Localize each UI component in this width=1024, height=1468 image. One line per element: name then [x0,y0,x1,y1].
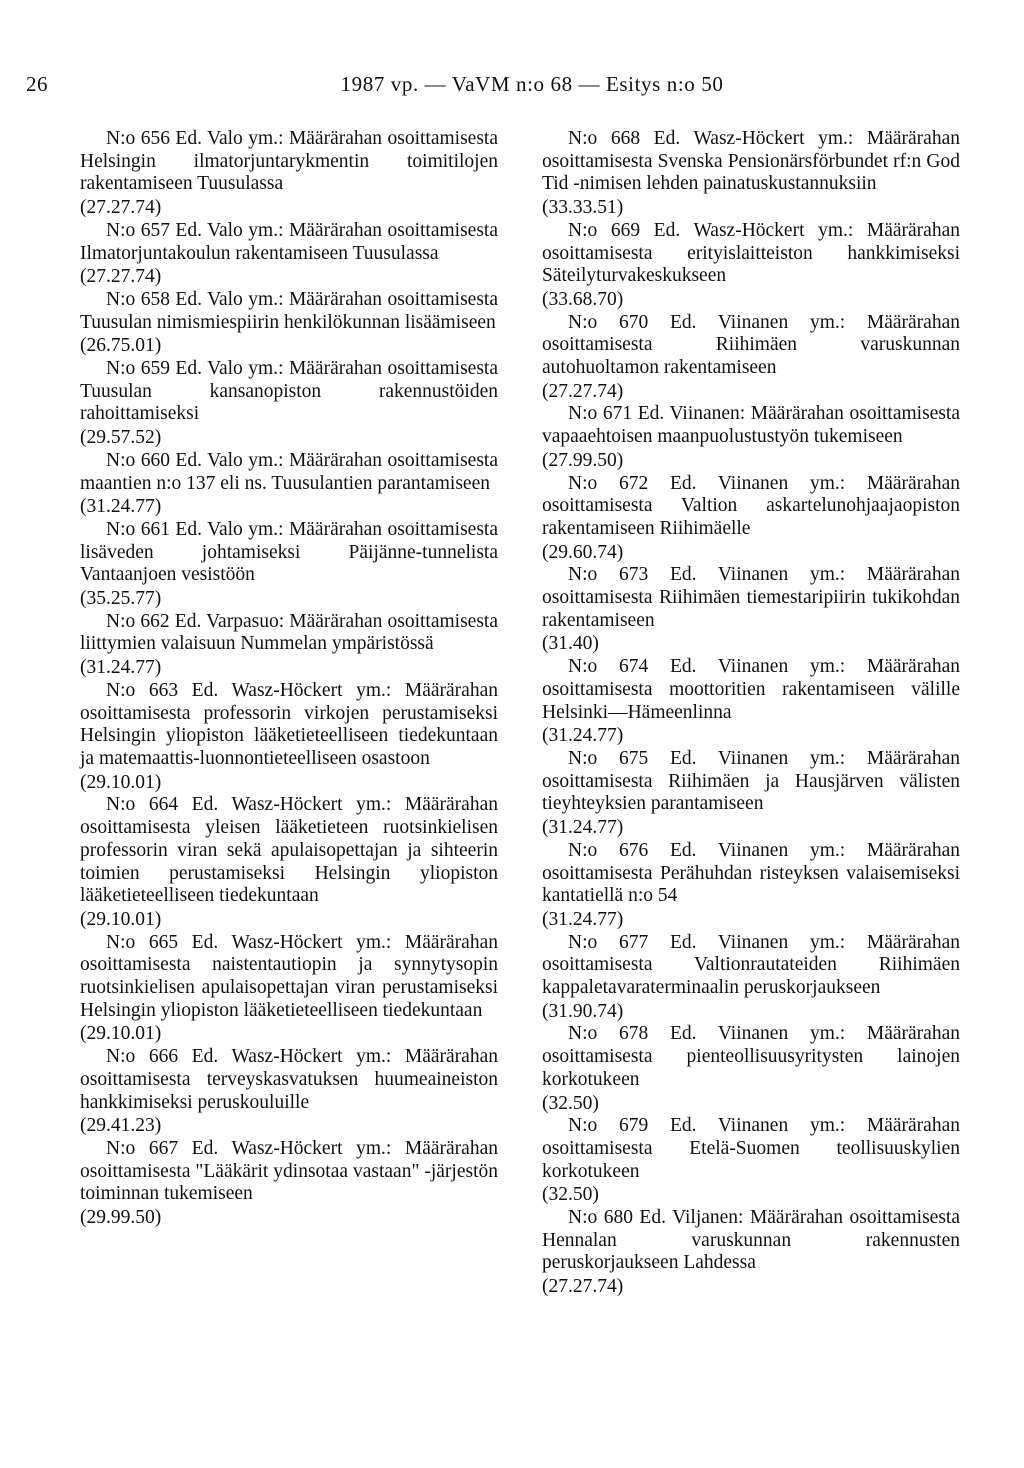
motion-entry [542,932,960,1024]
motion-text: N:o 670 Ed. Viinanen ym.: Määrärahan osoittamisesta Riihimäen varuskunnan autohuoltamon rakentamiseen [542,311,960,379]
motion-text: N:o 660 Ed. Valo ym.: Määrärahan osoittamisesta maantien n:o 137 eli ns. Tuusulantien parantamiseen [80,449,498,494]
budget-reference: (29.10.01) [80,1023,162,1045]
budget-reference: (35.25.77) [80,588,162,610]
motion-text: N:o 662 Ed. Varpasuo: Määrärahan osoittamisesta liittymien valaisuun Nummelan ympäristössä [80,610,498,655]
budget-reference: (32.50) [542,1184,599,1206]
motion-text: N:o 659 Ed. Valo ym.: Määrärahan osoittamisesta Tuusulan kansanopiston rakennustöiden rahoittamiseksi [80,358,498,425]
budget-reference: (31.24.77) [542,725,624,747]
budget-reference: (29.10.01) [80,908,162,930]
budget-reference: (31.24.77) [80,657,162,679]
motion-text: N:o 656 Ed. Valo ym.: Määrärahan osoittamisesta Helsingin ilmatorjuntarykmentin toimitilojen rakentamiseen Tuusulassa [80,128,498,195]
motion-entry [542,403,960,472]
motion-entry [542,748,960,840]
motion-entry [80,519,498,611]
budget-reference: (33.33.51) [542,197,624,219]
motion-text: N:o 665 Ed. Wasz-Höckert ym.: Määrärahan osoittamisesta naistentautiopin ja synnytysopin ruotsinkielisen apulaisopettajan viran perustamiseksi Helsingin yliopiston lääketieteelliseen tiedekuntaan [80,931,498,1021]
running-head: 1987 vp. — VaVM n:o 68 — Esitys n:o 50 [340,72,724,96]
budget-reference: (29.41.23) [80,1115,162,1137]
right-column [542,128,960,1299]
motion-entry [80,358,498,450]
motion-entry [542,1207,960,1299]
motion-entry [542,564,960,656]
budget-reference: (27.27.74) [542,380,624,402]
budget-reference: (32.50) [542,1092,599,1114]
motion-text: N:o 669 Ed. Wasz-Höckert ym.: Määrärahan osoittamisesta erityislaitteiston hankkimiseksi Säteilyturvakeskukseen [542,219,960,287]
motion-text: N:o 680 Ed. Viljanen: Määrärahan osoittamisesta Hennalan varuskunnan rakennusten peruskorjaukseen Lahdessa [542,1207,960,1274]
motion-entry [80,932,498,1047]
motion-text: N:o 667 Ed. Wasz-Höckert ym.: Määrärahan osoittamisesta "Lääkärit ydinsotaa vastaan" -järjestön toiminnan tukemiseen [80,1137,498,1205]
motion-entry [542,128,960,220]
motion-text: N:o 674 Ed. Viinanen ym.: Määrärahan osoittamisesta moottoritien rakentamiseen välille Helsinki—Hämeenlinna [542,656,960,723]
page-number: 26 [26,72,48,96]
budget-reference: (26.75.01) [80,335,162,357]
motion-entry [542,1023,960,1115]
motion-text: N:o 675 Ed. Viinanen ym.: Määrärahan osoittamisesta Riihimäen ja Hausjärven välisten tieyhteyksien parantamiseen [542,747,960,815]
motion-entry [542,1115,960,1207]
motion-text: N:o 677 Ed. Viinanen ym.: Määrärahan osoittamisesta Valtionrautateiden Riihimäen kappaletavaraterminaalin peruskorjaukseen [542,931,960,999]
motion-text: N:o 668 Ed. Wasz-Höckert ym.: Määrärahan osoittamisesta Svenska Pensionärsförbundet rf:n God Tid -nimisen lehden painatuskustannuksiin [542,128,960,195]
motion-text: N:o 664 Ed. Wasz-Höckert ym.: Määrärahan osoittamisesta yleisen lääketieteen ruotsinkielisen professorin viran sekä apulaisopettajan ja sihteerin toimien perustamiseksi Helsingin yliopiston lääketieteelliseen tiedekuntaan [80,794,498,907]
motion-text: N:o 658 Ed. Valo ym.: Määrärahan osoittamisesta Tuusulan nimismiespiirin henkilökunnan lisäämiseen [80,288,498,333]
budget-reference: (27.99.50) [542,449,624,471]
motion-entry [80,128,498,220]
motion-text: N:o 663 Ed. Wasz-Höckert ym.: Määrärahan osoittamisesta professorin virkojen perustamiseksi Helsingin yliopiston lääketieteelliseen tiedekuntaan ja matemaattis-luonnontieteelliseen osastoon [80,679,498,769]
budget-reference: (31.24.77) [542,817,624,839]
left-column [80,128,498,1230]
motion-text: N:o 671 Ed. Viinanen: Määrärahan osoittamisesta vapaaehtoisen maanpuolustustyön tukemiseen [542,403,960,448]
motion-entry [80,1046,498,1138]
motion-text: N:o 676 Ed. Viinanen ym.: Määrärahan osoittamisesta Perähuhdan risteyksen valaisemiseksi kantatiellä n:o 54 [542,839,960,907]
budget-reference: (29.99.50) [80,1207,162,1229]
motion-entry [80,794,498,931]
motion-entry [542,473,960,565]
motion-text: N:o 666 Ed. Wasz-Höckert ym.: Määrärahan osoittamisesta terveyskasvatuksen huumeaineiston hankkimiseksi peruskouluille [80,1046,498,1113]
budget-reference: (29.60.74) [542,541,624,563]
motion-entry [542,656,960,748]
motion-entry [80,450,498,519]
budget-reference: (27.27.74) [542,1276,624,1298]
budget-reference: (29.10.01) [80,771,162,793]
budget-reference: (31.40) [542,633,599,655]
budget-reference: (29.57.52) [80,427,162,449]
budget-reference: (27.27.74) [80,197,162,219]
motion-text: N:o 673 Ed. Viinanen ym.: Määrärahan osoittamisesta Riihimäen tiemestaripiirin tukikohdan rakentamiseen [542,564,960,631]
motion-entry [80,220,498,289]
motion-text: N:o 672 Ed. Viinanen ym.: Määrärahan osoittamisesta Valtion askartelunohjaajaopiston rakentamiseen Riihimäelle [542,472,960,539]
motion-entry [80,289,498,358]
motion-text: N:o 657 Ed. Valo ym.: Määrärahan osoittamisesta Ilmatorjuntakoulun rakentamiseen Tuusulassa [80,219,498,264]
budget-reference: (31.90.74) [542,1000,624,1022]
motion-text: N:o 678 Ed. Viinanen ym.: Määrärahan osoittamisesta pienteollisuusyritysten lainojen korkotukeen [542,1023,960,1090]
motion-entry [542,220,960,312]
motion-text: N:o 679 Ed. Viinanen ym.: Määrärahan osoittamisesta Etelä-Suomen teollisuuskylien korkotukeen [542,1115,960,1182]
motion-entry [80,611,498,680]
budget-reference: (31.24.77) [80,496,162,518]
motion-text: N:o 661 Ed. Valo ym.: Määrärahan osoittamisesta lisäveden johtamiseksi Päijänne-tunnelista Vantaanjoen vesistöön [80,518,498,586]
motion-entry [80,680,498,795]
budget-reference: (31.24.77) [542,908,624,930]
motion-entry [542,840,960,932]
budget-reference: (33.68.70) [542,288,624,310]
motion-entry [542,312,960,404]
motion-entry [80,1138,498,1230]
budget-reference: (27.27.74) [80,266,162,288]
